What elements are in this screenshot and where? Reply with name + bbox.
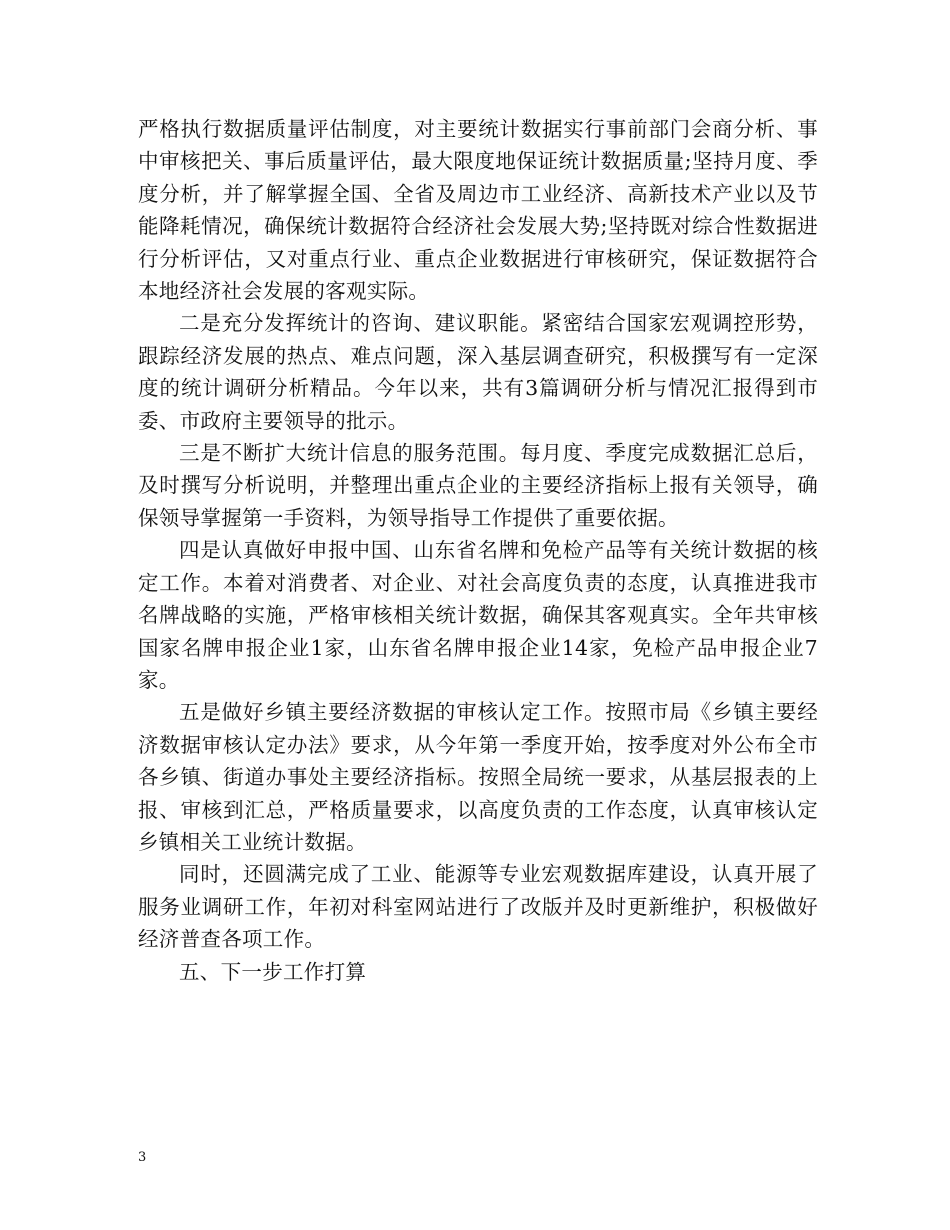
paragraph-consulting: 二是充分发挥统计的咨询、建议职能。紧密结合国家宏观调控形势，跟踪经济发展的热点、难点问题，深入基层调查研究，积极撰写有一定深度的统计调研分析精品。今年以来，共有3篇调研分析与情况汇报得到市委、市政府主要领导的批示。 xyxy=(138,311,818,433)
body-text xyxy=(138,113,818,988)
page-number: 3 xyxy=(138,1150,147,1165)
paragraph-brand-verification: 四是认真做好申报中国、山东省名牌和免检产品等有关统计数据的核定工作。本着对消费者、对企业、对社会高度负责的态度，认真推进我市名牌战略的实施，严格审核相关统计数据，确保其客观真实。全年共审核国家名牌申报企业1家，山东省名牌申报企业14家，免检产品申报企业7家。 xyxy=(138,538,818,692)
section-heading-next-steps: 五、下一步工作打算 xyxy=(179,959,367,984)
paragraph-other-work: 同时，还圆满完成了工业、能源等专业宏观数据库建设，认真开展了服务业调研工作，年初对科室网站进行了改版并及时更新维护，积极做好经济普查各项工作。 xyxy=(138,862,818,952)
paragraph-continued: 严格执行数据质量评估制度，对主要统计数据实行事前部门会商分析、事中审核把关、事后质量评估，最大限度地保证统计数据质量;坚持月度、季度分析，并了解掌握全国、全省及周边市工业经济、高新技术产业以及节能降耗情况，确保统计数据符合经济社会发展大势;坚持既对综合性数据进行分析评估，又对重点行业、重点企业数据进行审核研究，保证数据符合本地经济社会发展的客观实际。 xyxy=(138,117,818,304)
paragraph-service-scope: 三是不断扩大统计信息的服务范围。每月度、季度完成数据汇总后，及时撰写分析说明，并整理出重点企业的主要经济指标上报有关领导，确保领导掌握第一手资料，为领导指导工作提供了重要依据。 xyxy=(138,441,818,530)
paragraph-township-data: 五是做好乡镇主要经济数据的审核认定工作。按照市局《乡镇主要经济数据审核认定办法》要求，从今年第一季度开始，按季度对外公布全市各乡镇、街道办事处主要经济指标。按照全局统一要求，从基层报表的上报、审核到汇总，严格质量要求，以高度负责的工作态度，认真审核认定乡镇相关工业统计数据。 xyxy=(138,700,818,854)
